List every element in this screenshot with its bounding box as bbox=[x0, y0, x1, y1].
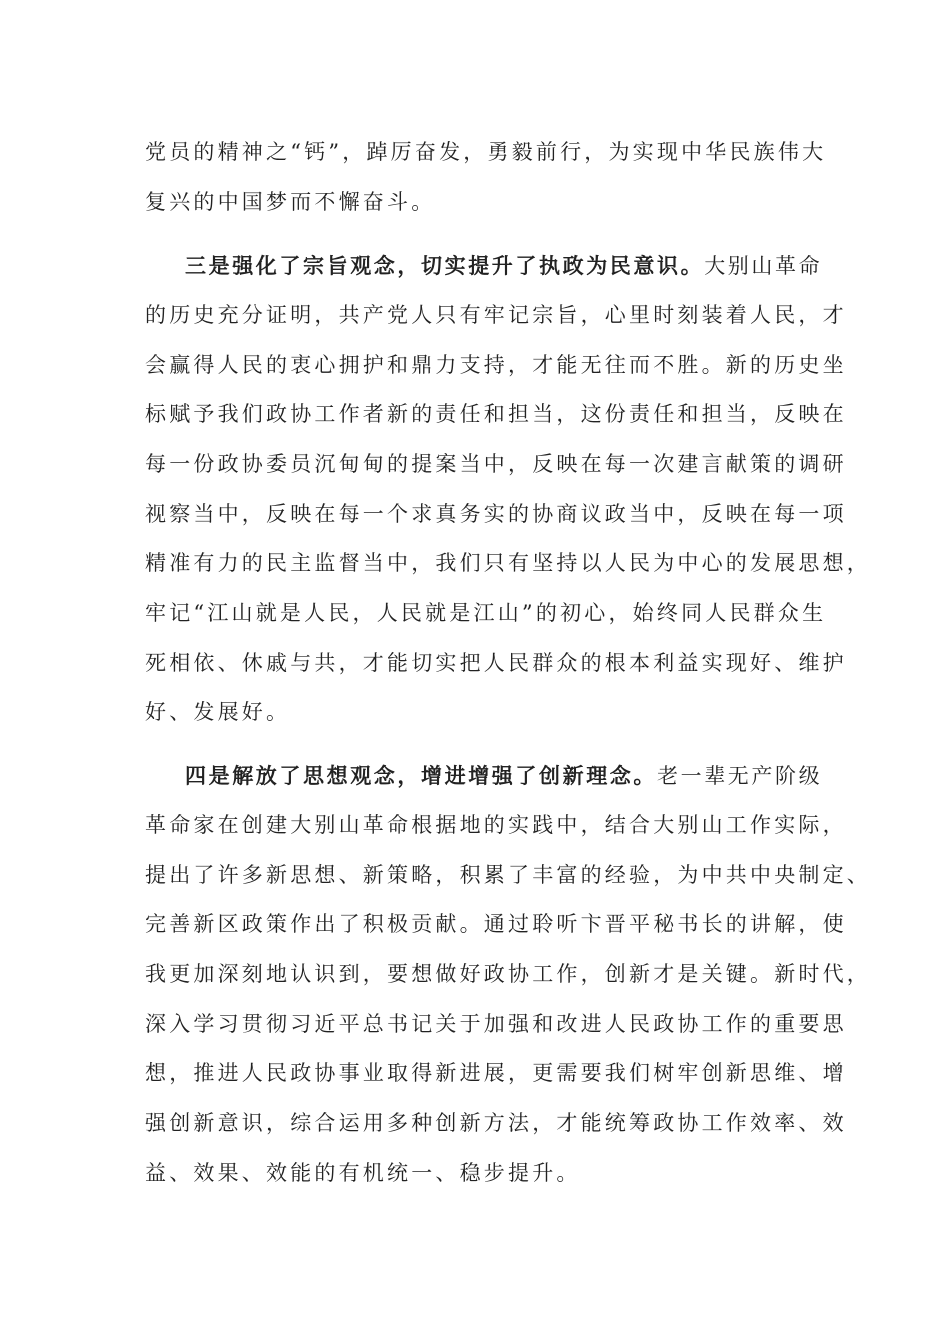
paragraph-3-line-1-rest: 老一辈无产阶级 bbox=[657, 764, 823, 788]
paragraph-2-line-10: 好、发展好。 bbox=[145, 700, 291, 724]
paragraph-2-line-3: 会赢得人民的衷心拥护和鼎力支持，才能无往而不胜。新的历史坐 bbox=[145, 353, 847, 377]
paragraph-2-line-4: 标赋予我们政协工作者新的责任和担当，这份责任和担当，反映在 bbox=[145, 402, 847, 426]
paragraph-3-heading: 四是解放了思想观念，增进增强了创新理念。 bbox=[185, 763, 657, 788]
paragraph-2-line-8: 牢记“江山就是人民，人民就是江山”的初心，始终同人民群众生 bbox=[145, 601, 827, 625]
paragraph-2-line-1-rest: 大别山革命 bbox=[704, 254, 823, 278]
paragraph-2-line-1 bbox=[185, 251, 822, 281]
paragraph-1-line-2: 复兴的中国梦而不懈奋斗。 bbox=[145, 190, 436, 214]
paragraph-2-heading: 三是强化了宗旨观念，切实提升了执政为民意识。 bbox=[185, 253, 705, 278]
paragraph-3-line-3: 提出了许多新思想、新策略，积累了丰富的经验，为中共中央制定、 bbox=[145, 863, 871, 887]
paragraph-2-line-9: 死相依、休戚与共，才能切实把人民群众的根本利益实现好、维护 bbox=[145, 651, 847, 675]
paragraph-3-line-4: 完善新区政策作出了积极贡献。通过聆听卞晋平秘书长的讲解，使 bbox=[145, 912, 847, 936]
paragraph-2-line-2: 的历史充分证明，共产党人只有牢记宗旨，心里时刻装着人民，才 bbox=[145, 303, 847, 327]
paragraph-2-line-6: 视察当中，反映在每一个求真务实的协商议政当中，反映在每一项 bbox=[145, 502, 847, 526]
paragraph-3-line-9: 益、效果、效能的有机统一、稳步提升。 bbox=[145, 1161, 581, 1185]
paragraph-2-line-7: 精准有力的民主监督当中，我们只有坚持以人民为中心的发展思想， bbox=[145, 551, 871, 575]
paragraph-3-line-1 bbox=[185, 761, 822, 791]
paragraph-3-line-2: 革命家在创建大别山革命根据地的实践中，结合大别山工作实际， bbox=[145, 813, 847, 837]
paragraph-2-line-5: 每一份政协委员沉甸甸的提案当中，反映在每一次建言献策的调研 bbox=[145, 452, 847, 476]
paragraph-3-line-6: 深入学习贯彻习近平总书记关于加强和改进人民政协工作的重要思 bbox=[145, 1012, 847, 1036]
paragraph-1-line-1: 党员的精神之“钙”，踔厉奋发，勇毅前行，为实现中华民族伟大 bbox=[145, 140, 827, 164]
paragraph-3-line-8: 强创新意识，综合运用多种创新方法，才能统筹政协工作效率、效 bbox=[145, 1111, 847, 1135]
paragraph-3-line-7: 想，推进人民政协事业取得新进展，更需要我们树牢创新思维、增 bbox=[145, 1061, 847, 1085]
paragraph-3-line-5: 我更加深刻地认识到，要想做好政协工作，创新才是关键。新时代， bbox=[145, 962, 871, 986]
